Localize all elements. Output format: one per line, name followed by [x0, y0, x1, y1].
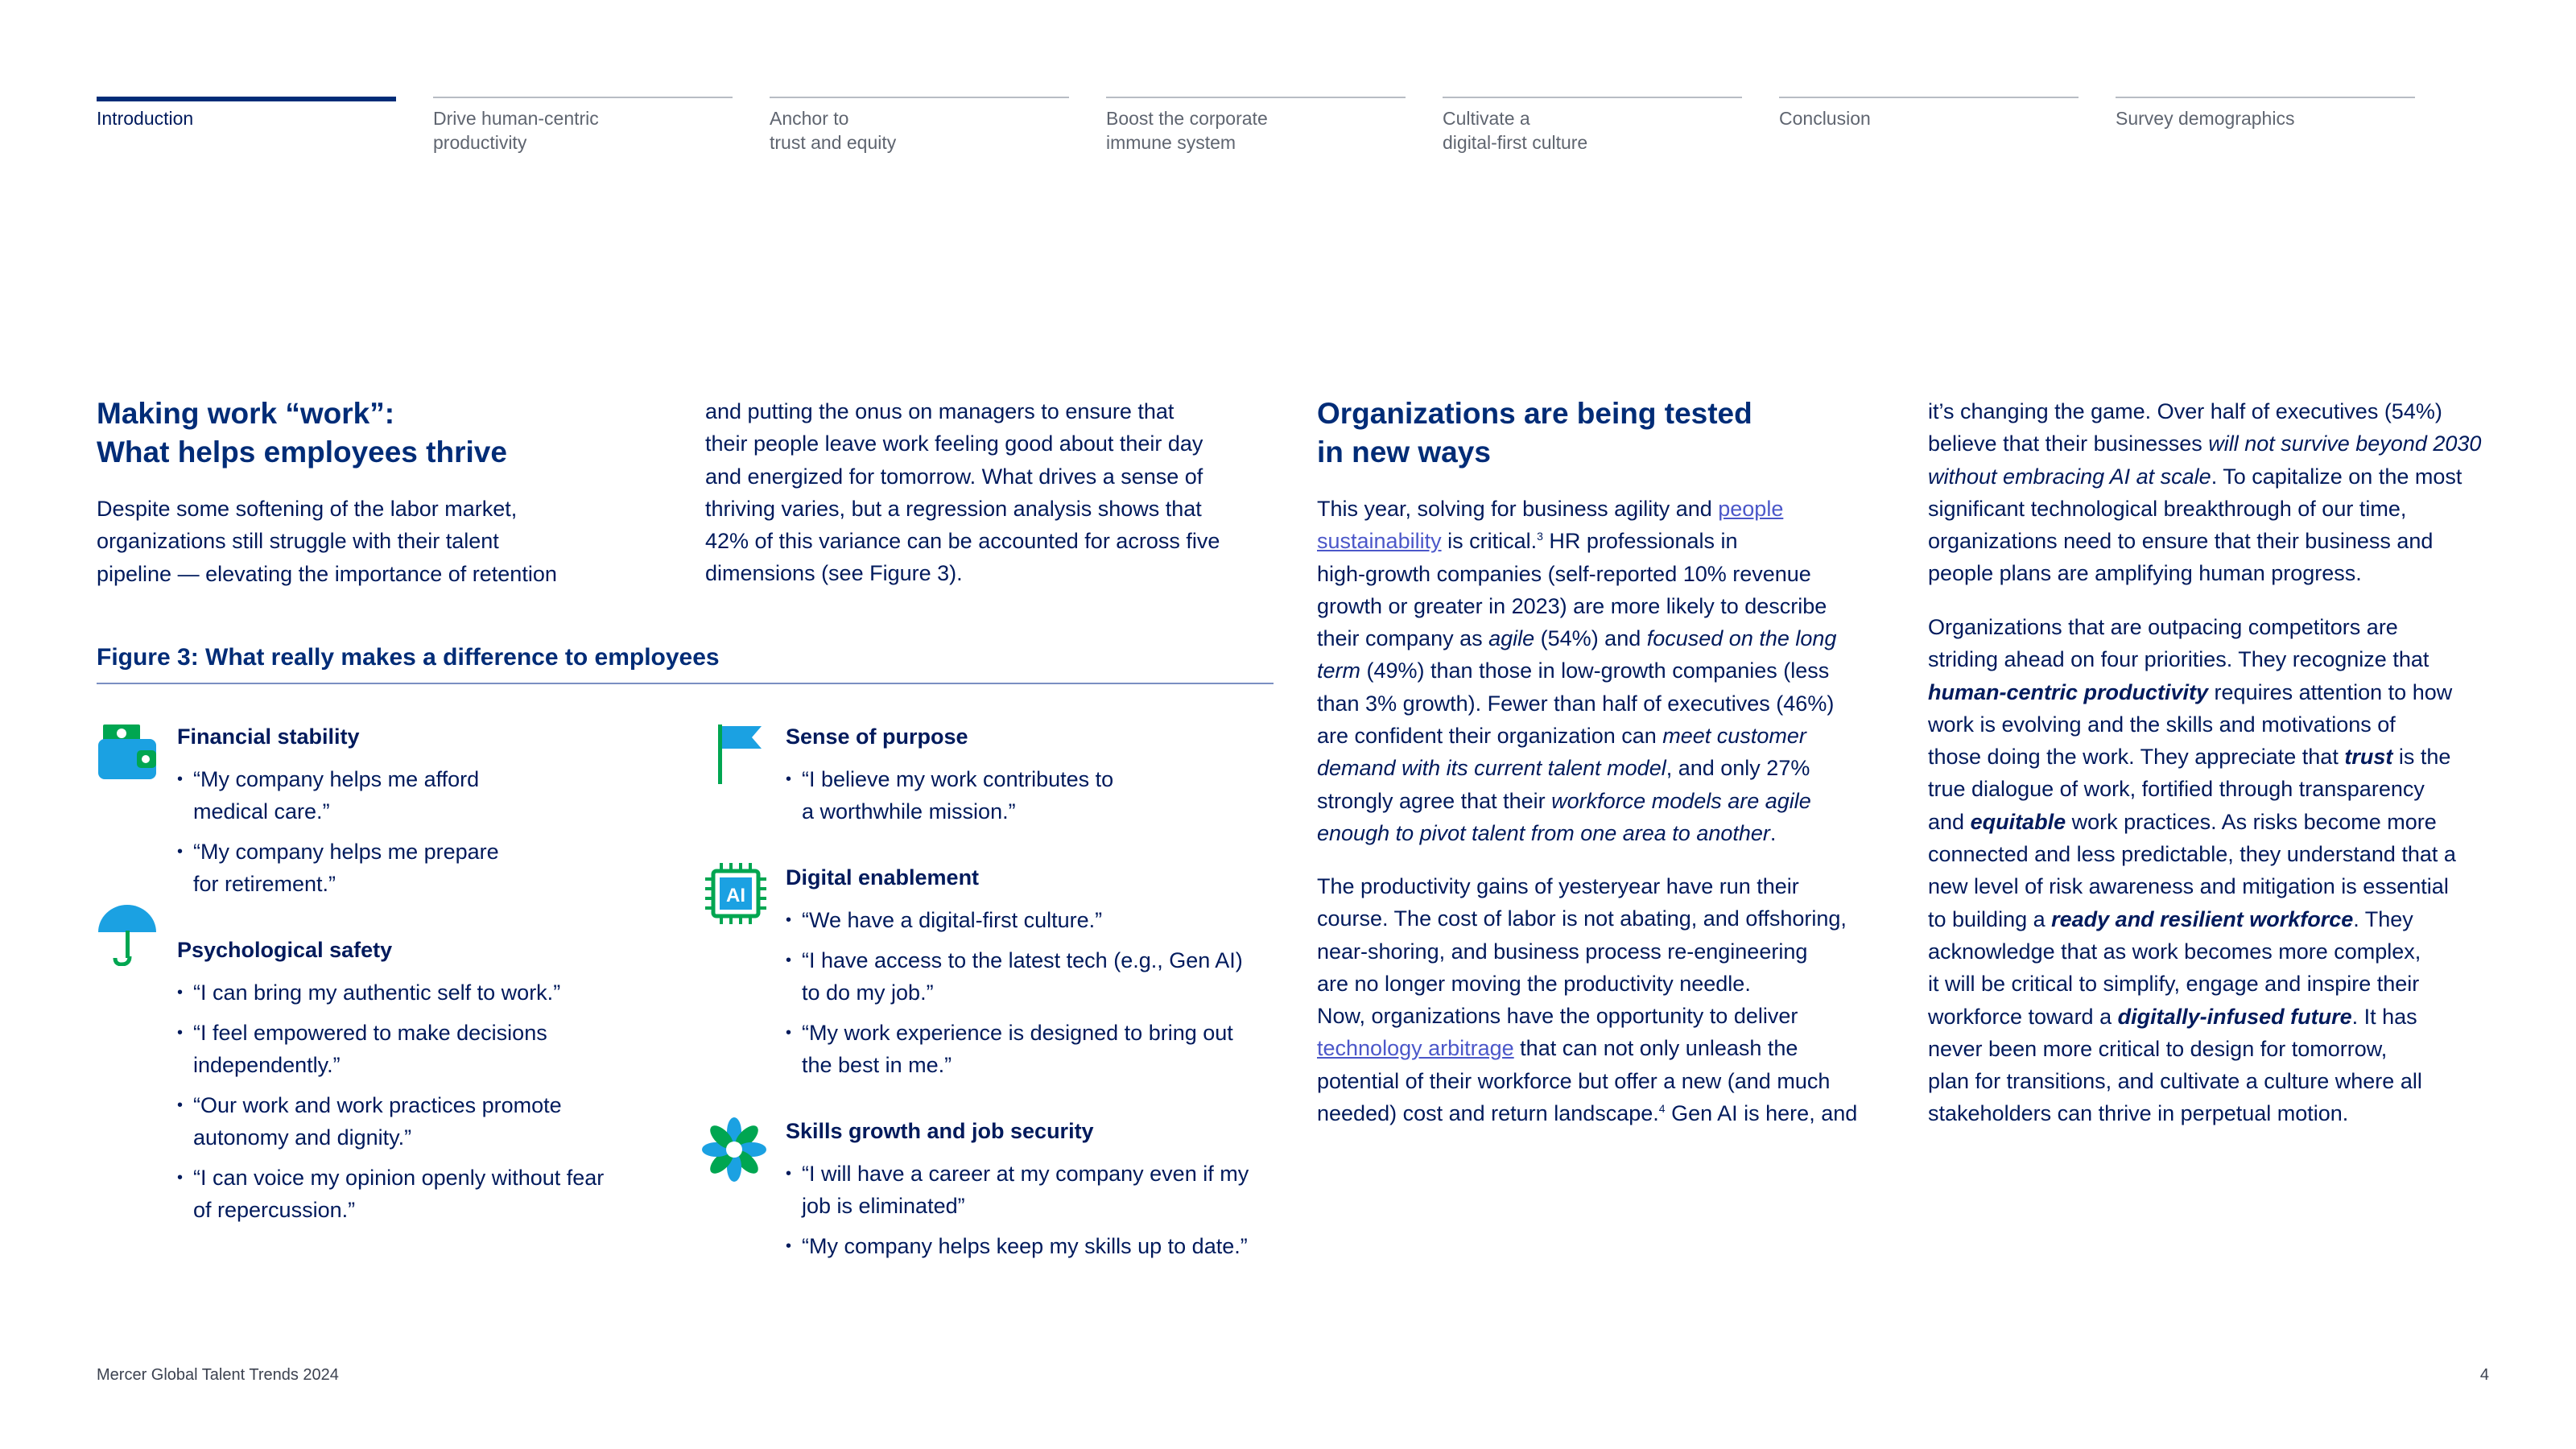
text-run: workforce toward a	[1928, 1004, 2118, 1029]
quote-line: a worthwhile mission.”	[802, 799, 1016, 824]
quote-item	[177, 1162, 604, 1226]
text-line	[1317, 752, 1836, 784]
text-line: thriving varies, but a regression analysis shows that	[705, 496, 1202, 521]
text-line	[1317, 493, 1836, 525]
text-line	[1928, 427, 2481, 460]
ai-chip-text: AI	[726, 885, 745, 906]
text-line: and energized for tomorrow. What drives a sense of	[705, 464, 1203, 489]
flower-icon	[702, 1117, 766, 1182]
quote-item	[177, 763, 499, 828]
quote-line: • “I feel empowered to make decisions	[193, 1021, 547, 1045]
page-number: 4	[2479, 1366, 2489, 1384]
text-line	[1928, 676, 2456, 708]
quote-item	[177, 1017, 604, 1081]
text-line: The productivity gains of yesteryear have run their	[1317, 874, 1799, 898]
quote-item	[786, 944, 1243, 1009]
quote-line: for retirement.”	[193, 872, 336, 896]
text-run: (49%) than those in low-growth companies (less	[1360, 658, 1830, 683]
nav-tab-conclusion[interactable]	[1779, 97, 2079, 155]
people-sustainability-link[interactable]: people	[1718, 497, 1784, 521]
text-run: and	[1928, 809, 1971, 834]
skills-growth-label: Skills growth and job security	[786, 1119, 1094, 1143]
text-run: their company as	[1317, 626, 1489, 651]
sense-of-purpose-label: Sense of purpose	[786, 724, 968, 749]
nav-tab-introduction[interactable]	[97, 97, 396, 155]
text-run: .	[1769, 820, 1777, 845]
text-run: HR professionals in	[1542, 529, 1738, 554]
text-run: without embracing AI at scale	[1928, 464, 2211, 489]
text-line: true dialogue of work, fortified through transparency	[1928, 777, 2425, 802]
quote-line: • “I have access to the latest tech (e.g., Gen AI)	[802, 948, 1243, 972]
quote-line: • “I will have a career at my company even if my	[802, 1162, 1249, 1186]
text-line	[1317, 785, 1836, 817]
text-line: than 3% growth). Fewer than half of executives (46%)	[1317, 691, 1835, 716]
text-line	[1928, 741, 2456, 773]
quote-line: • “My work experience is designed to bring out	[802, 1021, 1233, 1045]
people-sustainability-link[interactable]: sustainability	[1317, 529, 1442, 554]
text-line: acknowledge that as work becomes more complex,	[1928, 939, 2421, 964]
text-line	[1928, 1001, 2456, 1033]
text-run: enough to pivot talent from one area to another	[1317, 820, 1770, 845]
quote-line: medical care.”	[193, 799, 330, 824]
quote-item	[177, 976, 604, 1009]
nav-tab-label: Cultivate a	[1443, 108, 1530, 129]
text-line: striding ahead on four priorities. They recognize that	[1928, 647, 2429, 672]
nav-tab-label: Introduction	[97, 108, 194, 129]
financial-stability-quotes	[177, 763, 499, 908]
text-run: digitally-infused future	[2117, 1004, 2352, 1029]
text-line	[1317, 622, 1836, 654]
nav-tab-survey-demographics[interactable]	[2116, 97, 2415, 155]
text-line: it’s changing the game. Over half of executives (54%)	[1928, 399, 2442, 423]
text-run: focused on the long	[1646, 626, 1837, 651]
heading-line: What helps employees thrive	[97, 436, 507, 469]
quote-line: • “I can voice my opinion openly without fear	[193, 1166, 605, 1190]
nav-tab-label: Survey demographics	[2116, 108, 2295, 129]
nav-tab-label: Conclusion	[1779, 108, 1871, 129]
quote-line: to do my job.”	[802, 980, 934, 1005]
quote-line: • “My company helps me afford	[193, 767, 480, 791]
quote-item	[177, 1089, 604, 1154]
nav-tab-label: Drive human-centric	[433, 108, 599, 129]
ai-chip-icon	[704, 861, 768, 926]
quote-line: the best in me.”	[802, 1053, 952, 1077]
nav-tab-label: digital-first culture	[1443, 132, 1588, 153]
game-paragraph-1	[1928, 395, 2481, 590]
digital-enablement-label: Digital enablement	[786, 865, 980, 890]
text-run: is critical.	[1441, 529, 1538, 554]
heading-line: Organizations are being tested	[1317, 397, 1752, 430]
text-line	[1317, 1097, 1857, 1129]
text-line: near-shoring, and business process re-engineering	[1317, 939, 1808, 964]
nav-tab-label: trust and equity	[770, 132, 897, 153]
text-run: work practices. As risks become more	[2066, 809, 2437, 834]
text-line: high-growth companies (self-reported 10% revenue	[1317, 561, 1811, 586]
text-run: human-centric productivity	[1928, 679, 2209, 704]
quote-line: job is eliminated”	[802, 1194, 965, 1218]
text-run: meet customer	[1662, 724, 1806, 749]
text-line	[1928, 903, 2456, 935]
text-line: work is evolving and the skills and motivations of	[1928, 712, 2396, 737]
wallet-icon	[95, 721, 159, 786]
psychological-safety-label: Psychological safety	[177, 938, 393, 962]
text-line: Despite some softening of the labor market,	[97, 497, 518, 521]
text-run: are confident their organization can	[1317, 724, 1663, 749]
text-run: Gen AI is here, and	[1665, 1101, 1858, 1126]
umbrella-icon	[95, 902, 159, 966]
text-run: This year, solving for business agility and	[1317, 497, 1719, 521]
skills-growth-quotes	[786, 1158, 1249, 1270]
psychological-safety-quotes	[177, 976, 604, 1234]
text-line: new level of risk awareness and mitigation is essential	[1928, 874, 2449, 899]
text-line	[1317, 654, 1836, 687]
text-line	[1317, 720, 1836, 752]
figure-divider	[97, 683, 1274, 684]
text-run: that can not only unleash the	[1513, 1036, 1798, 1061]
text-run: believe that their businesses	[1928, 431, 2209, 456]
text-run: , and only 27%	[1666, 756, 1810, 781]
nav-tab-anchor-to-trust[interactable]	[770, 97, 1069, 155]
text-run: will not survive beyond 2030	[2208, 431, 2482, 456]
text-line: pipeline — elevating the importance of retention	[97, 561, 557, 586]
quote-line: • “I believe my work contributes to	[802, 767, 1114, 791]
quote-item	[177, 836, 499, 900]
footnote-ref: 4	[1658, 1102, 1666, 1116]
text-run: ready and resilient workforce	[2051, 906, 2354, 931]
quote-line: • “We have a digital-first culture.”	[802, 908, 1103, 932]
text-run: trust	[2344, 745, 2393, 770]
text-run: equitable	[1970, 809, 2066, 834]
section-heading-making-work-work	[97, 394, 507, 472]
text-line	[1317, 1032, 1857, 1064]
tested-paragraph-1	[1317, 493, 1836, 849]
quote-item	[786, 904, 1243, 936]
technology-arbitrage-link[interactable]: technology arbitrage	[1317, 1036, 1514, 1061]
text-line: and putting the onus on managers to ensure that	[705, 399, 1174, 423]
text-line: never been more critical to design for tomorrow,	[1928, 1036, 2388, 1061]
nav-tab-drive-human-centric-productivity[interactable]	[433, 97, 733, 155]
text-run: those doing the work. They appreciate that	[1928, 745, 2345, 770]
text-line: it will be critical to simplify, engage and inspire their	[1928, 972, 2420, 997]
quote-line: • “My company helps me prepare	[193, 840, 499, 864]
text-line: potential of their workforce but offer a new (and much	[1317, 1068, 1831, 1093]
text-line: 42% of this variance can be accounted for across five	[705, 529, 1220, 554]
nav-tab-digital-first-culture[interactable]	[1443, 97, 1742, 155]
text-line: Organizations that are outpacing competitors are	[1928, 615, 2398, 639]
section-nav	[97, 97, 2496, 155]
nav-tab-label: Boost the corporate	[1106, 108, 1268, 129]
text-run: (54%) and	[1534, 626, 1647, 651]
text-line	[1928, 806, 2456, 838]
quote-item	[786, 1158, 1249, 1222]
quote-line: independently.”	[193, 1053, 341, 1077]
text-run: term	[1317, 658, 1360, 683]
footer-publication-title: Mercer Global Talent Trends 2024	[97, 1366, 339, 1384]
text-run: . It has	[2351, 1004, 2417, 1029]
text-run: needed) cost and return landscape.	[1317, 1101, 1659, 1126]
intro-paragraph-col2	[705, 395, 1220, 590]
tested-paragraph-2	[1317, 870, 1857, 1129]
text-run: to building a	[1928, 906, 2052, 931]
text-line: connected and less predictable, they understand that a	[1928, 842, 2456, 867]
text-line: significant technological breakthrough of our time,	[1928, 496, 2407, 521]
sense-of-purpose-quotes	[786, 763, 1113, 836]
text-line	[1317, 817, 1836, 849]
footnote-ref: 3	[1537, 530, 1543, 543]
quote-item	[786, 1017, 1243, 1081]
quote-item	[786, 763, 1113, 828]
text-line: dimensions (see Figure 3).	[705, 561, 963, 586]
digital-enablement-quotes	[786, 904, 1243, 1089]
quote-line: • “My company helps keep my skills up to date.”	[802, 1234, 1248, 1258]
flag-icon	[704, 721, 768, 786]
text-run: agile	[1488, 626, 1535, 651]
quote-line: • “Our work and work practices promote	[193, 1093, 562, 1117]
text-line: organizations need to ensure that their business and	[1928, 529, 2434, 554]
heading-line: Making work “work”:	[97, 397, 395, 430]
text-line: growth or greater in 2023) are more likely to describe	[1317, 593, 1827, 618]
quote-item	[786, 1230, 1249, 1262]
text-line: their people leave work feeling good about their day	[705, 431, 1203, 456]
quote-line: of repercussion.”	[193, 1198, 356, 1222]
nav-tab-label: productivity	[433, 132, 527, 153]
text-line	[1317, 525, 1836, 557]
text-line: Now, organizations have the opportunity to deliver	[1317, 1004, 1798, 1029]
quote-line: • “I can bring my authentic self to work.”	[193, 980, 561, 1005]
text-run: . They	[2353, 906, 2413, 931]
text-run: demand with its current talent model	[1317, 756, 1666, 781]
text-line: course. The cost of labor is not abating, and offshoring,	[1317, 906, 1847, 931]
section-heading-organizations-tested	[1317, 394, 1752, 472]
intro-paragraph-col1	[97, 493, 557, 590]
heading-line: in new ways	[1317, 436, 1491, 469]
text-line: stakeholders can thrive in perpetual motion.	[1928, 1101, 2349, 1126]
text-line	[1928, 460, 2481, 493]
text-run: requires attention to how	[2208, 679, 2453, 704]
text-line: organizations still struggle with their talent	[97, 529, 499, 554]
text-run: workforce models are agile	[1551, 788, 1811, 813]
quote-line: autonomy and dignity.”	[193, 1125, 412, 1150]
text-line: plan for transitions, and cultivate a culture where all	[1928, 1069, 2422, 1094]
text-run: strongly agree that their	[1317, 788, 1552, 813]
figure-title: Figure 3: What really makes a difference to employees	[97, 644, 720, 671]
text-line: people plans are amplifying human progress.	[1928, 561, 2362, 586]
nav-tab-label: immune system	[1106, 132, 1236, 153]
text-run: . To capitalize on the most	[2211, 464, 2462, 489]
text-run: is the	[2392, 745, 2451, 770]
priorities-paragraph	[1928, 611, 2456, 1130]
nav-tab-boost-immune-system[interactable]	[1106, 97, 1406, 155]
financial-stability-label: Financial stability	[177, 724, 360, 749]
text-line: are no longer moving the productivity needle.	[1317, 971, 1751, 996]
nav-tab-label: Anchor to	[770, 108, 849, 129]
